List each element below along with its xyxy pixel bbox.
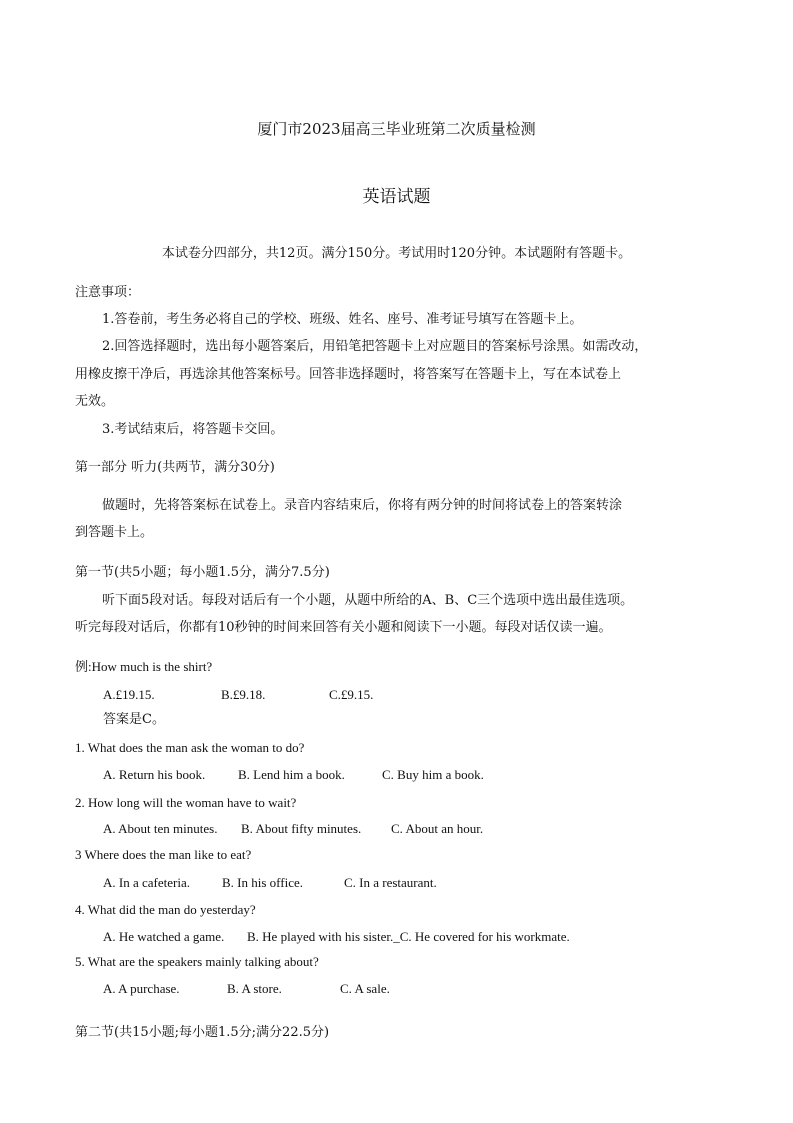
question-2-option-c: C. About an hour. [391,821,484,836]
question-4: 4. What did the man do yesterday? [75,902,256,917]
question-4-option-a: A. He watched a game. [103,929,225,944]
question-1-option-a: A. Return his book. [103,767,206,782]
question-5-option-b: B. A store. [227,981,282,996]
note-item-3: 3.考试结束后，将答题卡交回。 [102,422,284,437]
section1-heading: 第一节(共5小题；每小题1.5分，满分7.5分) [75,565,330,580]
part1-instruction-line-2: 到答题卡上。 [75,525,154,540]
note-item-2-line-3: 无效。 [75,394,115,409]
exam-title: 厦门市2023届高三毕业班第二次质量检测 [257,120,536,138]
exam-intro: 本试卷分四部分，共12页。满分150分。考试用时120分钟。本试题附有答题卡。 [161,246,632,261]
question-1: 1. What does the man ask the woman to do? [75,740,305,755]
question-3-option-c: C. In a restaurant. [344,875,437,890]
question-1-option-b: B. Lend him a book. [238,767,345,782]
question-3-option-a: A. In a cafeteria. [103,875,190,890]
section1-instruction-line-1: 听下面5段对话。每段对话后有一个小题，从题中所给的A、B、C三个选项中选出最佳选项。 [102,593,634,608]
notes-heading: 注意事项： [75,285,141,300]
question-5-option-a: A. A purchase. [103,981,180,996]
example-option-b: B.£9.18. [221,687,266,702]
note-item-2-line-1: 2.回答选择题时，选出每小题答案后，用铅笔把答题卡上对应题目的答案标号涂黑。如需改动， [102,339,648,354]
note-item-2-line-2: 用橡皮擦干净后，再选涂其他答案标号。回答非选择题时，将答案写在答题卡上，写在本试卷上 [75,367,622,382]
question-5-option-c: C. A sale. [340,981,390,996]
part1-instruction-line-1: 做题时，先将答案标在试卷上。录音内容结束后，你将有两分钟的时间将试卷上的答案转涂 [102,498,623,513]
part1-heading: 第一部分 听力(共两节，满分30分) [75,460,275,475]
example-option-c: C.£9.15. [329,687,374,702]
subject-title: 英语试题 [362,187,431,207]
question-1-option-c: C. Buy him a book. [382,767,484,782]
question-2-option-b: B. About fifty minutes. [241,821,362,836]
section2-heading: 第二节(共15小题;每小题1.5分;满分22.5分) [75,1025,330,1040]
question-3-option-b: B. In his office. [222,875,303,890]
question-2: 2. How long will the woman have to wait? [75,795,297,810]
question-4-option-b-c: B. He played with his sister._C. He covered for his workmate. [247,929,570,944]
example-option-a: A.£19.15. [103,687,155,702]
note-item-1: 1.答卷前，考生务必将自己的学校、班级、姓名、座号、准考证号填写在答题卡上。 [102,312,583,327]
question-5: 5. What are the speakers mainly talking about? [75,954,319,969]
question-2-option-a: A. About ten minutes. [103,821,218,836]
example-answer: 答案是C。 [103,712,165,727]
question-3: 3 Where does the man like to eat? [75,847,252,862]
section1-instruction-line-2: 听完每段对话后，你都有10秒钟的时间来回答有关小题和阅读下一小题。每段对话仅读一遍。 [75,620,612,635]
example-question: 例:How much is the shirt? [75,659,213,674]
